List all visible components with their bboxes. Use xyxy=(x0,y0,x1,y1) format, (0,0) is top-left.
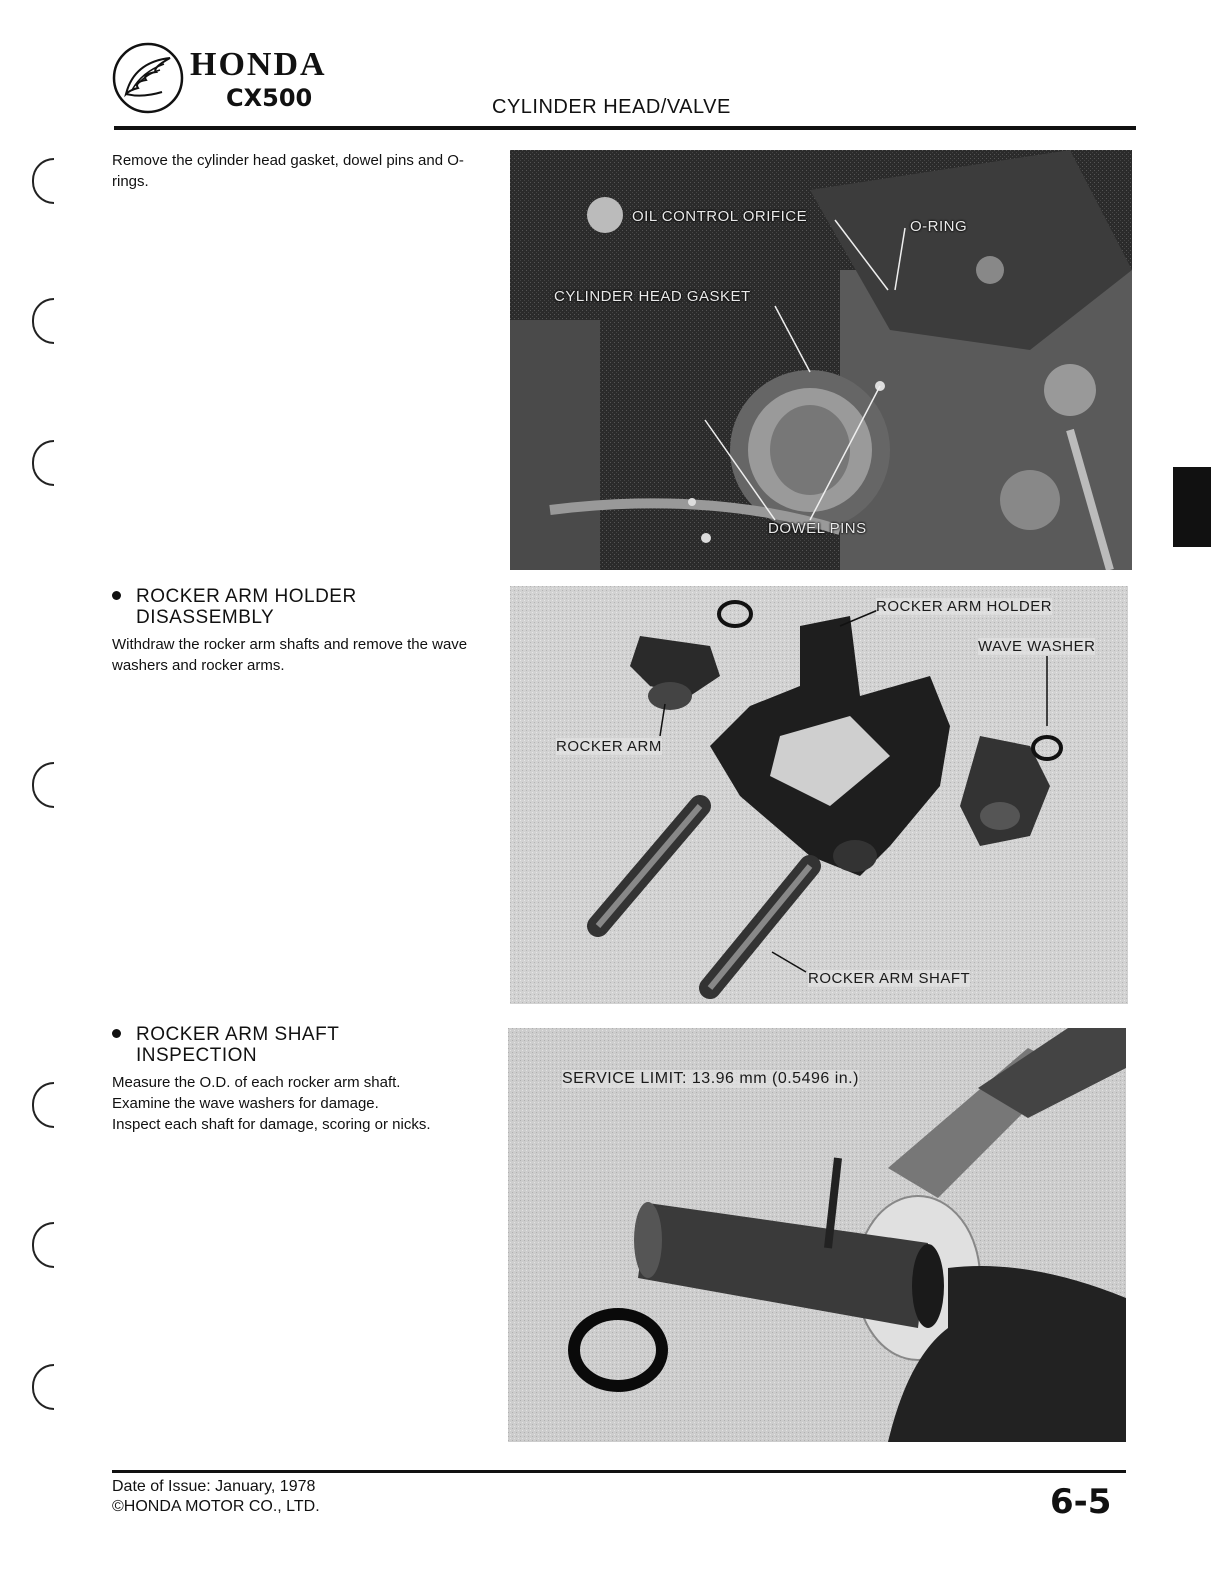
label-wave-washer: WAVE WASHER xyxy=(978,638,1096,655)
binder-hole-mark xyxy=(32,762,54,808)
copyright-notice: ©HONDA MOTOR CO., LTD. xyxy=(112,1498,320,1515)
inspection-instructions xyxy=(112,1072,492,1135)
instruction-text: Remove the cylinder head gasket, dowel pins and O-rings. xyxy=(112,152,464,190)
binder-hole-mark xyxy=(32,1082,54,1128)
issue-date: Date of Issue: January, 1978 xyxy=(112,1478,316,1495)
instruction-line: Examine the wave washers for damage. xyxy=(112,1095,379,1112)
heading-line: DISASSEMBLY xyxy=(136,607,275,628)
instruction-line: Measure the O.D. of each rocker arm shaft. xyxy=(112,1074,401,1091)
shaft-measurement-photo xyxy=(508,1028,1126,1442)
label-rocker-arm-shaft: ROCKER ARM SHAFT xyxy=(808,970,971,987)
bullet-icon xyxy=(112,1029,121,1038)
rocker-arm-holder-photo xyxy=(510,586,1128,1004)
label-oil-control-orifice: OIL CONTROL ORIFICE xyxy=(632,208,808,225)
label-o-ring: O-RING xyxy=(910,218,968,235)
binder-hole-mark xyxy=(32,158,54,204)
binder-hole-mark xyxy=(32,440,54,486)
heading-line: INSPECTION xyxy=(136,1045,258,1066)
brand-name: HONDA xyxy=(190,46,327,83)
label-dowel-pins: DOWEL PINS xyxy=(768,520,867,537)
section-title: CYLINDER HEAD/VALVE xyxy=(492,96,731,118)
gasket-removal-instruction xyxy=(112,150,492,192)
binder-hole-mark xyxy=(32,1364,54,1410)
header-divider xyxy=(114,126,1136,130)
binder-hole-mark xyxy=(32,298,54,344)
disassembly-instruction xyxy=(112,634,492,676)
instruction-text: Withdraw the rocker arm shafts and remove the wave washers and rocker arms. xyxy=(112,636,468,674)
section-thumb-tab xyxy=(1173,467,1211,547)
instruction-line: Inspect each shaft for damage, scoring or nicks. xyxy=(112,1116,431,1133)
rocker-arm-holder-disassembly-heading xyxy=(112,586,492,628)
heading-line: ROCKER ARM SHAFT xyxy=(136,1024,340,1045)
page-number: 6-5 xyxy=(1050,1482,1112,1522)
binder-hole-mark xyxy=(32,1222,54,1268)
footer-divider xyxy=(112,1470,1126,1473)
label-service-limit: SERVICE LIMIT: 13.96 mm (0.5496 in.) xyxy=(562,1070,859,1087)
rocker-arm-shaft-inspection-heading xyxy=(112,1024,492,1066)
honda-wing-logo xyxy=(112,42,184,114)
model-name: CX500 xyxy=(226,84,313,112)
bullet-icon xyxy=(112,591,121,600)
cylinder-head-photo xyxy=(510,150,1132,570)
heading-line: ROCKER ARM HOLDER xyxy=(136,586,357,607)
label-rocker-arm: ROCKER ARM xyxy=(556,738,662,755)
label-rocker-arm-holder: ROCKER ARM HOLDER xyxy=(876,598,1053,615)
label-cylinder-head-gasket: CYLINDER HEAD GASKET xyxy=(554,288,751,305)
